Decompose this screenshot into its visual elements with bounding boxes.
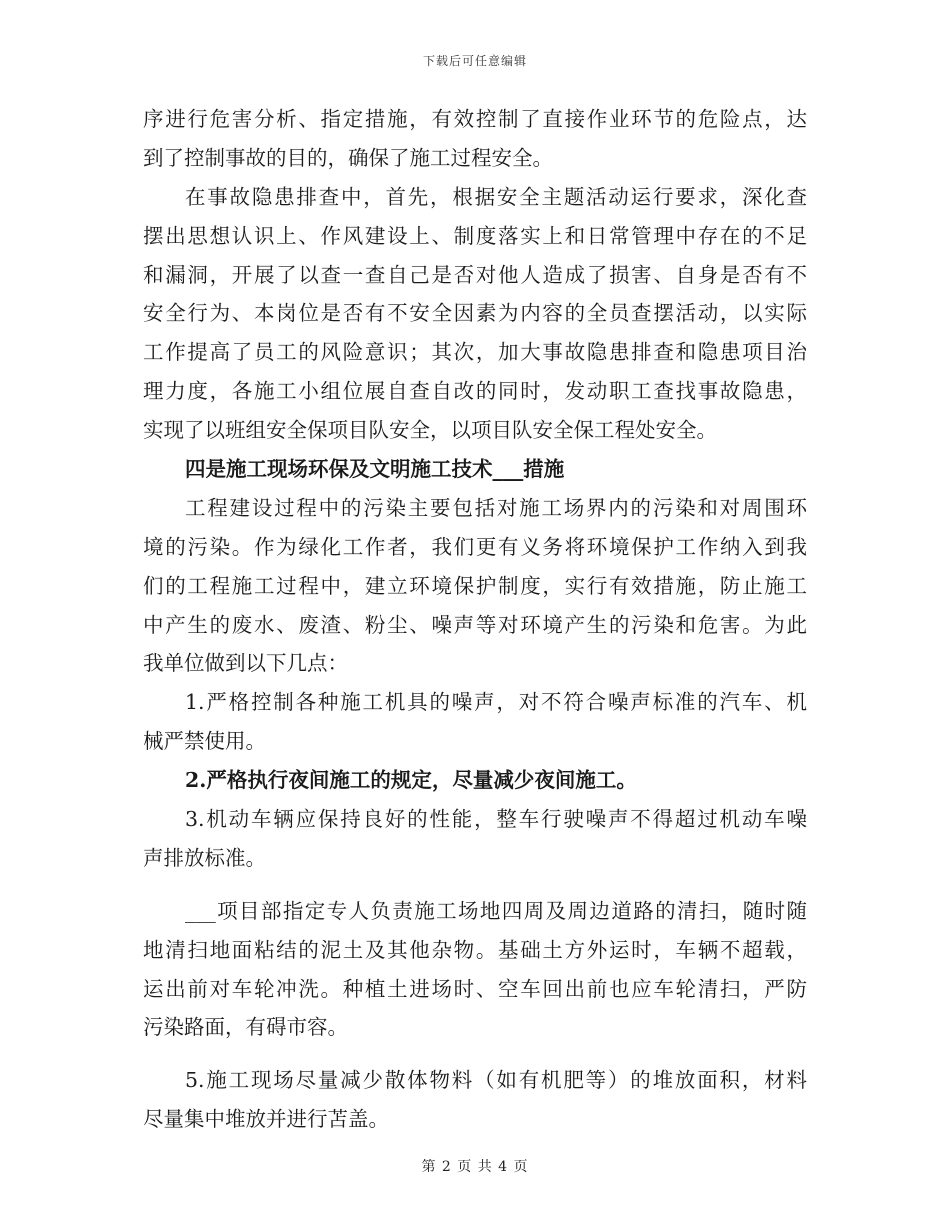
- list-item-4: [143, 892, 807, 1048]
- text-line: 我单位做到以下几点：: [143, 651, 348, 676]
- text-line: 境的污染。作为绿化工作者，我们更有义务将环境保护工作纳入到我: [143, 534, 807, 559]
- text-line: 摆出思想认识上、作风建设上、制度落实上和日常管理中存在的不足: [143, 223, 807, 248]
- text-line: 声排放标准。: [143, 845, 266, 870]
- text-line: 械严禁使用。: [143, 729, 266, 754]
- text-line: 地清扫地面粘结的泥土及其他杂物。基础土方外运时，车辆不超载，: [143, 937, 807, 962]
- text-line: ___项目部指定专人负责施工场地四周及周边道路的清扫，随时随: [185, 898, 807, 923]
- text-line: 到了控制事故的目的，确保了施工过程安全。: [143, 145, 553, 170]
- text-line: 工作提高了员工的风险意识；其次，加大事故隐患排查和隐患项目治: [143, 340, 807, 365]
- text-line: 2.严格执行夜间施工的规定，尽量减少夜间施工。: [185, 768, 637, 793]
- paragraph-pollution: [143, 489, 807, 683]
- text-line: 污染路面，有碍市容。: [143, 1015, 348, 1040]
- paragraph-gap: [143, 1047, 807, 1061]
- text-line: 尽量集中堆放并进行苫盖。: [143, 1107, 389, 1132]
- text-line: 在事故隐患排查中，首先，根据安全主题活动运行要求，深化查: [185, 184, 807, 209]
- page-number-footer: 第 2 页 共 4 页: [421, 1159, 529, 1175]
- document-body: [143, 100, 807, 1139]
- section-heading: 四是施工现场环保及文明施工技术___措施: [185, 457, 565, 482]
- text-line: 安全行为、本岗位是否有不安全因素为内容的全员查摆活动，以实际: [143, 301, 807, 326]
- text-line: 序进行危害分析、指定措施，有效控制了直接作业环节的危险点，达: [143, 107, 807, 131]
- paragraph-continuation: [143, 100, 807, 178]
- list-item-5: [143, 1061, 807, 1139]
- text-line: 实现了以班组安全保项目队安全，以项目队安全保工程处安全。: [143, 418, 717, 443]
- text-line: 运出前对车轮冲洗。种植土进场时、空车回出前也应车轮清扫，严防: [143, 976, 807, 1001]
- text-line: 和漏洞，开展了以查一查自己是否对他人造成了损害、自身是否有不: [143, 262, 807, 287]
- list-item-2: [143, 761, 807, 800]
- text-line: 工程建设过程中的污染主要包括对施工场界内的污染和对周围环: [185, 495, 807, 520]
- list-item-1: [143, 683, 807, 761]
- paragraph-gap: [143, 878, 807, 892]
- text-line: 5.施工现场尽量减少散体物料（如有机肥等）的堆放面积，材料: [185, 1068, 807, 1093]
- list-item-3: [143, 800, 807, 878]
- text-line: 1.严格控制各种施工机具的噪声，对不符合噪声标准的汽车、机: [185, 690, 807, 715]
- paragraph-hazard-inspection: [143, 178, 807, 450]
- text-line: 3.机动车辆应保持良好的性能，整车行驶噪声不得超过机动车噪: [185, 807, 807, 832]
- text-line: 中产生的废水、废渣、粉尘、噪声等对环境产生的污染和危害。为此: [143, 612, 807, 637]
- text-line: 们的工程施工过程中，建立环境保护制度，实行有效措施，防止施工: [143, 573, 807, 598]
- page-header: 下载后可任意编辑: [422, 54, 527, 68]
- text-line: 理力度，各施工小组位展自查自改的同时，发动职工查找事故隐患，: [143, 379, 807, 404]
